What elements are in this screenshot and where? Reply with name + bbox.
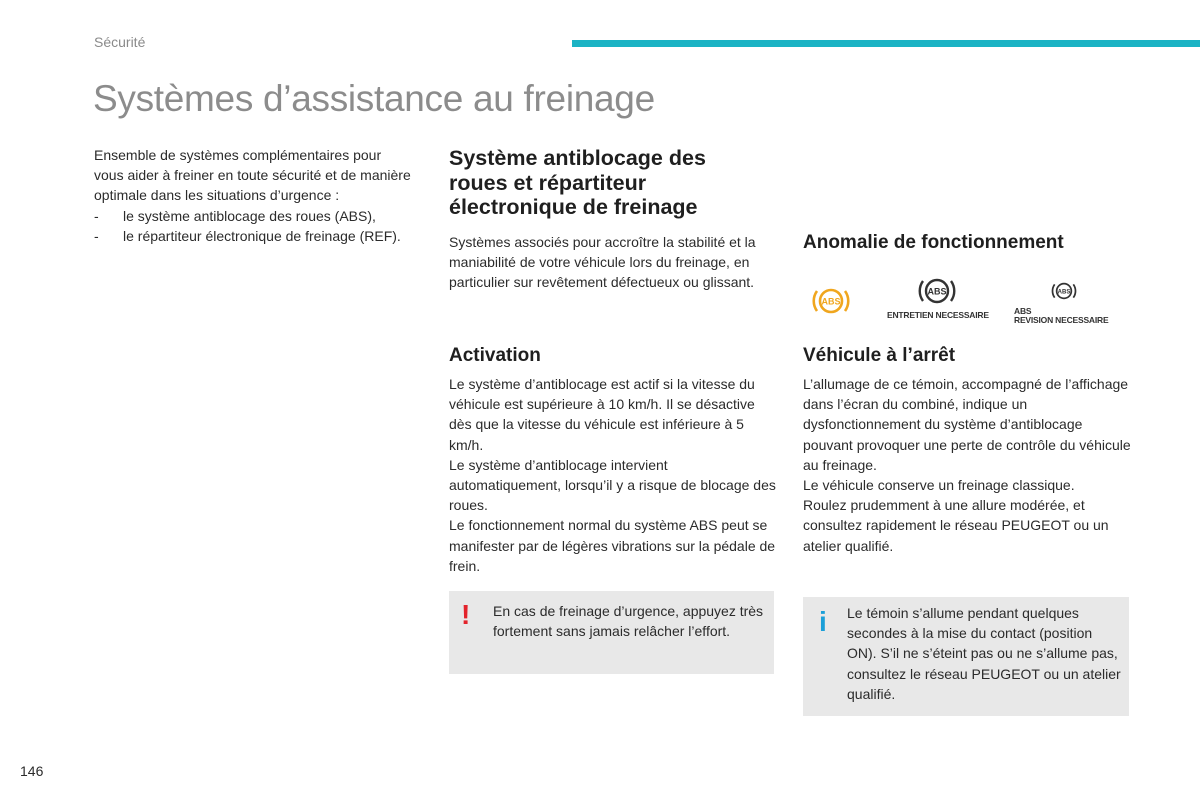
list-item [94,226,414,246]
lamp-caption: ENTRETIEN NECESSAIRE [887,310,989,320]
list-dash: - [94,207,99,224]
lamp-caption-line: ABS [1014,306,1032,316]
abs-section-heading: Système antiblocage des roues et répartiteur électronique de freinage [449,146,706,219]
warning-lamps-row [803,270,1133,332]
anomalie-heading: Anomalie de fonctionnement [803,232,1064,253]
list-item-text: le système antiblocage des roues (ABS), [123,207,376,224]
abs-warning-lamp-icon [811,283,851,324]
list-dash: - [94,227,99,244]
exclamation-icon: ! [461,599,471,630]
page-number: 146 [20,763,44,779]
page-title: Systèmes d’assistance au freinage [93,78,655,119]
intro-text: Ensemble de systèmes complémentaires pour vous aider à freiner en toute sécurité et de manière optimale dans les situations d’urgence : [94,147,411,204]
lamp-caption [1014,307,1108,325]
header-accent-rule [572,40,1200,47]
activation-text: Le système d’antiblocage est actif si la vitesse du véhicule est supérieure à 10 km/h. Il se désactive dès que la vitesse du véhicule est inférieure à 5 km/h. Le système d’antiblocage intervient automatiquement, lorsqu’il y a risque de blocage des roues. Le fonctionnement normal du système ABS peut se manifester par de légères vibrations sur la pédale de frein. [449,376,776,574]
activation-heading: Activation [449,345,541,366]
lamp-label: ABS [821,296,841,307]
vehicule-arret-heading: Véhicule à l’arrêt [803,345,956,366]
abs-service-lamp-icon [917,273,957,314]
info-note-text: Le témoin s’allume pendant quelques secondes à la mise du contact (position ON). S’il ne s’éteint pas ou ne s’allume pas, consultez le réseau PEUGEOT ou un atelier qualifié. [847,605,1121,702]
info-icon: i [819,606,827,637]
intro-list [94,206,414,246]
info-note [803,597,1129,716]
warning-note-text: En cas de freinage d’urgence, appuyez très fortement sans jamais relâcher l’effort. [493,603,764,640]
abs-service-lamp-icon [1049,279,1079,308]
vehicule-arret-text: L’allumage de ce témoin, accompagné de l’affichage dans l’écran du combiné, indique un dysfonctionnement du système d’antiblocage pouvant provoquer une perte de contrôle du véhicule au freinage. Le véhicule conserve un freinage classique. Roulez prudemment à une allure modérée, et consultez rapidement le réseau PEUGEOT ou un atelier qualifié. [803,376,1131,554]
intro-block [94,145,414,246]
lamp-caption-line: REVISION NECESSAIRE [1014,315,1109,325]
list-item-text: le répartiteur électronique de freinage (REF). [123,227,401,244]
section-label: Sécurité [94,34,146,50]
warning-note [449,591,774,674]
lamp-label: ABS [1057,289,1071,296]
lamp-label: ABS [927,286,947,297]
list-item [94,206,414,226]
abs-section-intro: Systèmes associés pour accroître la stabilité et la maniabilité de votre véhicule lors du freinage, en particulier sur revêtement défectueux ou glissant. [449,234,756,291]
